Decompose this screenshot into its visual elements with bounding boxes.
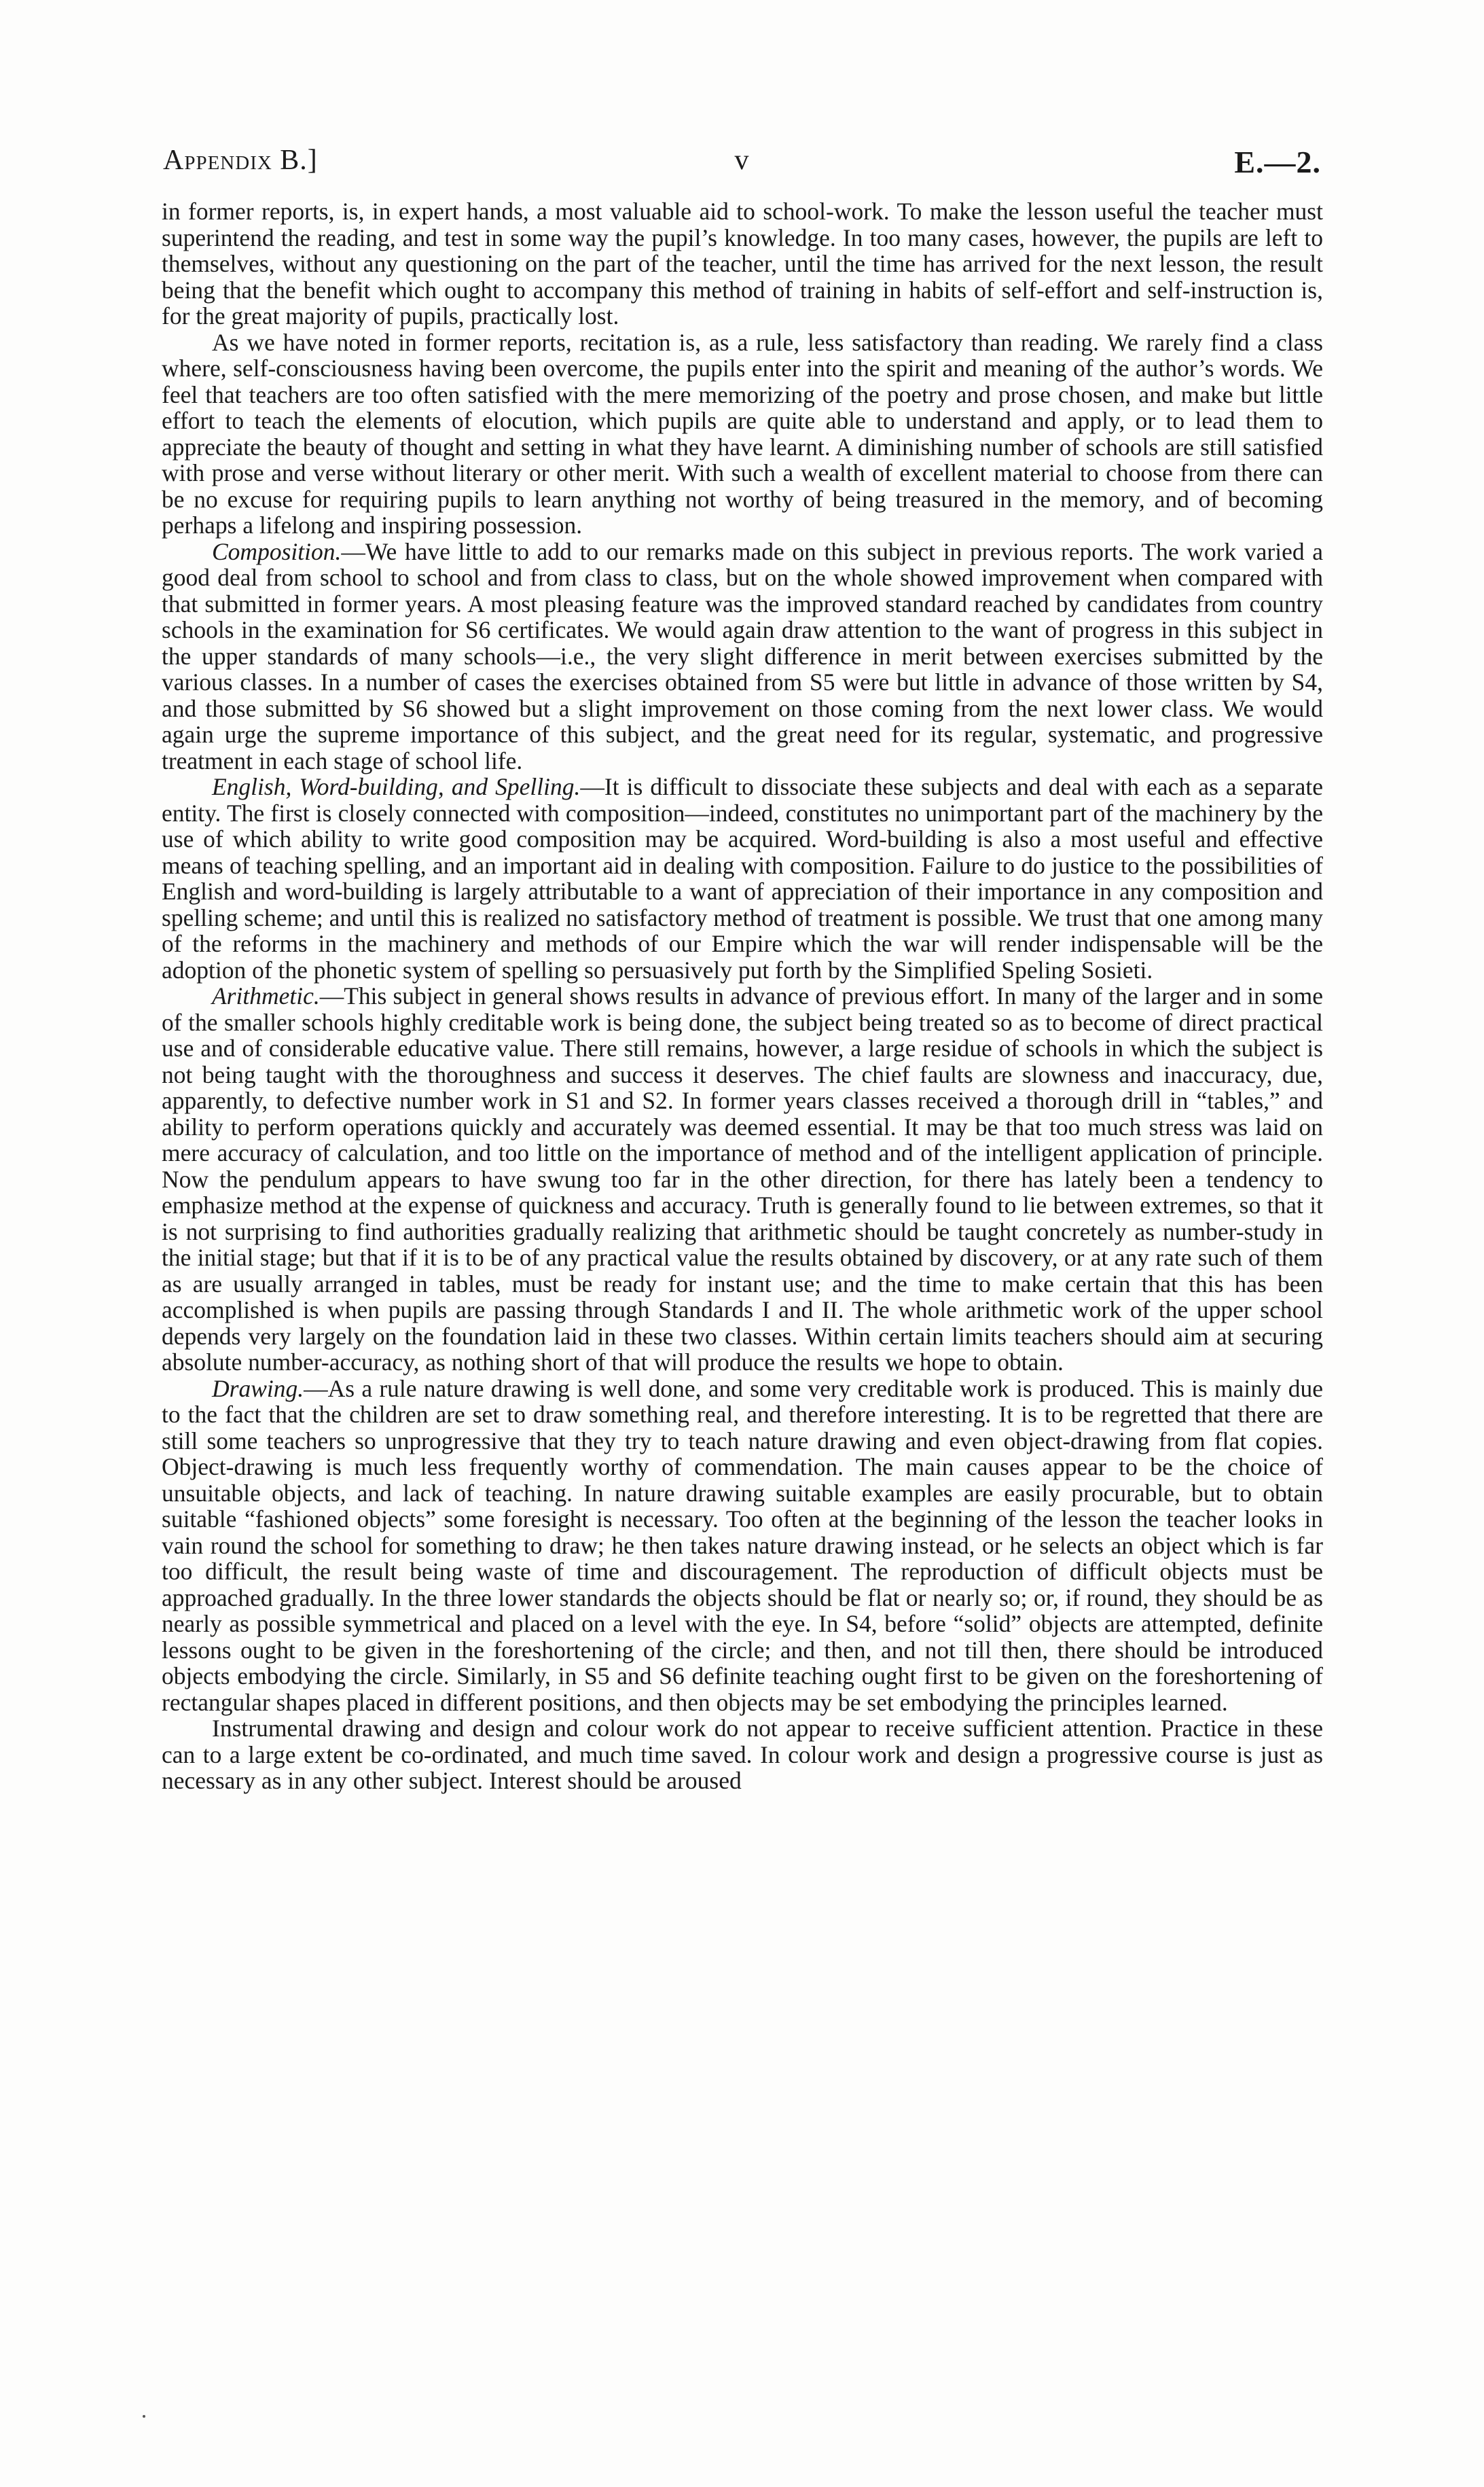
section-heading: Drawing. [212, 1374, 304, 1402]
paragraph-text: As we have noted in former reports, recitation is, as a rule, less satisfactory than reading. We rarely find a class where, self-consciousness having been overcome, the pupils enter into the spirit and meaning of the author’s words. We feel that teachers are too often satisfied with the mere memorizing of the poetry and prose chosen, and make but little effort to teach the elements of elocution, which pupils are quite able to understand and apply, or to lead them to appreciate the beauty of thought and setting in what they have learnt. A diminishing number of schools are still satisfied with prose and verse without literary or other merit. With such a wealth of excellent material to choose from there can be no excuse for requiring pupils to learn anything not worthy of being treasured in the memory, and of becoming perhaps a lifelong and inspiring possession. [162, 328, 1323, 539]
running-head-left: Appendix B.] [163, 145, 318, 176]
paragraph-text: Instrumental drawing and design and colour work do not appear to receive sufficient attention. Practice in these can to a large extent be co-ordinated, and much time saved. In colour work and design a progressive course is just as necessary as in any other subject. Interest should be aroused [162, 1715, 1323, 1794]
paragraph-drawing [162, 1376, 1323, 1716]
scan-speck [143, 2415, 145, 2418]
paragraph-arithmetic [162, 983, 1323, 1376]
paragraph-text: in former reports, is, in expert hands, a most valuable aid to school-work. To make the lesson useful the teacher must superintend the reading, and test in some way the pupil’s knowledge. In too many cases, however, the pupils are left to themselves, without any questioning on the part of the teacher, until the time has arrived for the next lesson, the result being that the benefit which ought to accompany this method of training in habits of self-effort and self-instruction is, for the great majority of pupils, practically lost. [162, 198, 1323, 329]
paragraph-text: —This subject in general shows results in advance of previous effort. In many of the larger and in some of the smaller schools highly creditable work is being done, the subject being treated so as to become of direct practical use and of considerable educative value. There still remains, however, a large residue of schools in which the subject is not being taught with the thoroughness and success it deserves. The chief faults are slowness and inaccuracy, due, apparently, to defective number work in S1 and S2. In former years classes received a thorough drill in “tables,” and ability to perform operations quickly and accurately was deemed essential. It may be that too much stress was laid on mere accuracy of calculation, and too little on the importance of method and of the intelligent application of principle. Now the pendulum appears to have swung too far in the other direction, for there has lately been a tendency to emphasize method at the expense of quickness and accuracy. Truth is generally found to lie between extremes, so that it is not surprising to find authorities gradually realizing that arithmetic should be taught concretely as number-study in the initial stage; but that if it is to be of any practical value the results obtained by discovery, or at any rate such of them as are usually arranged in tables, must be ready for instant use; and the time to make certain that this has been accomplished is when pupils are passing through Standards I and II. The whole arithmetic work of the upper school depends very largely on the foundation laid in these two classes. Within certain limits teachers should aim at securing absolute number-accuracy, as nothing short of that will produce the results we hope to obtain. [162, 982, 1323, 1376]
paragraph-text: —As a rule nature drawing is well done, and some very creditable work is produced. This is mainly due to the fact that the children are set to draw something real, and therefore interesting. It is to be regretted that there are still some teachers so unprogressive that they try to teach nature drawing and even object-drawing from flat copies. Object-drawing is much less frequently worthy of commendation. The main causes appear to be the choice of unsuitable objects, and lack of teaching. In nature drawing suitable examples are easily procurable, but to obtain suitable “fashioned objects” some foresight is necessary. Too often at the beginning of the lesson the teacher looks in vain round the school for something to draw; he then takes nature drawing instead, or he selects an object which is far too difficult, the result being waste of time and discouragement. The reproduction of difficult objects must be approached gradually. In the three lower standards the objects should be flat or nearly so; or, if round, they should be as nearly as possible symmetrical and placed on a level with the eye. In S4, before “solid” objects are attempted, definite lessons ought to be given in the foreshortening of the circle; and then, and not till then, there should be introduced objects embodying the circle. Similarly, in S5 and S6 definite teaching ought first to be given on the foreshortening of rectangular shapes placed in different positions, and then objects may be set embodying the principles learned. [162, 1374, 1323, 1716]
paragraph-recitation [162, 329, 1323, 539]
paragraph-reading-continued [162, 198, 1323, 329]
page-number: v [734, 145, 750, 176]
page-header [163, 144, 1321, 182]
paragraph-instrumental-drawing [162, 1715, 1323, 1794]
paragraph-composition [162, 539, 1323, 774]
body-text [162, 198, 1323, 1794]
paragraph-text: —It is difficult to dissociate these subjects and deal with each as a separate entity. The first is closely connected with composition—indeed, constitutes no unimportant part of the machinery by the use of which ability to write good composition may be acquired. Word-building is also a most useful and effective means of teaching spelling, and an important aid in dealing with composition. Failure to do justice to the possibilities of English and word-building is largely attributable to a want of appreciation of their importance in any composition and spelling scheme; and until this is realized no satisfactory method of treatment is possible. We trust that one among many of the reforms in the machinery and methods of our Empire which the war will render indispensable will be the adoption of the phonetic system of spelling so persuasively put forth by the Simplified Speling Sosieti. [162, 773, 1324, 984]
section-heading: English, Word-building, and Spelling. [212, 773, 581, 800]
running-head-right: E.—2. [1234, 145, 1321, 179]
section-heading: Arithmetic. [212, 982, 320, 1009]
paragraph-text: —We have little to add to our remarks made on this subject in previous reports. The work varied a good deal from school to school and from class to class, but on the whole showed improvement when compared with that submitted in former years. A most pleasing feature was the improved standard reached by candidates from country schools in the examination for S6 certificates. We would again draw attention to the want of progress in this subject in the upper standards of many schools—i.e., the very slight difference in merit between exercises submitted by the various classes. In a number of cases the exercises obtained from S5 were but little in advance of those written by S4, and those submitted by S6 showed but a slight improvement on those coming from the next lower class. We would again urge the supreme importance of this subject, and the great need for its regular, systematic, and progressive treatment in each stage of school life. [162, 537, 1323, 774]
paragraph-english-spelling [162, 774, 1323, 983]
section-heading: Composition. [212, 537, 342, 565]
